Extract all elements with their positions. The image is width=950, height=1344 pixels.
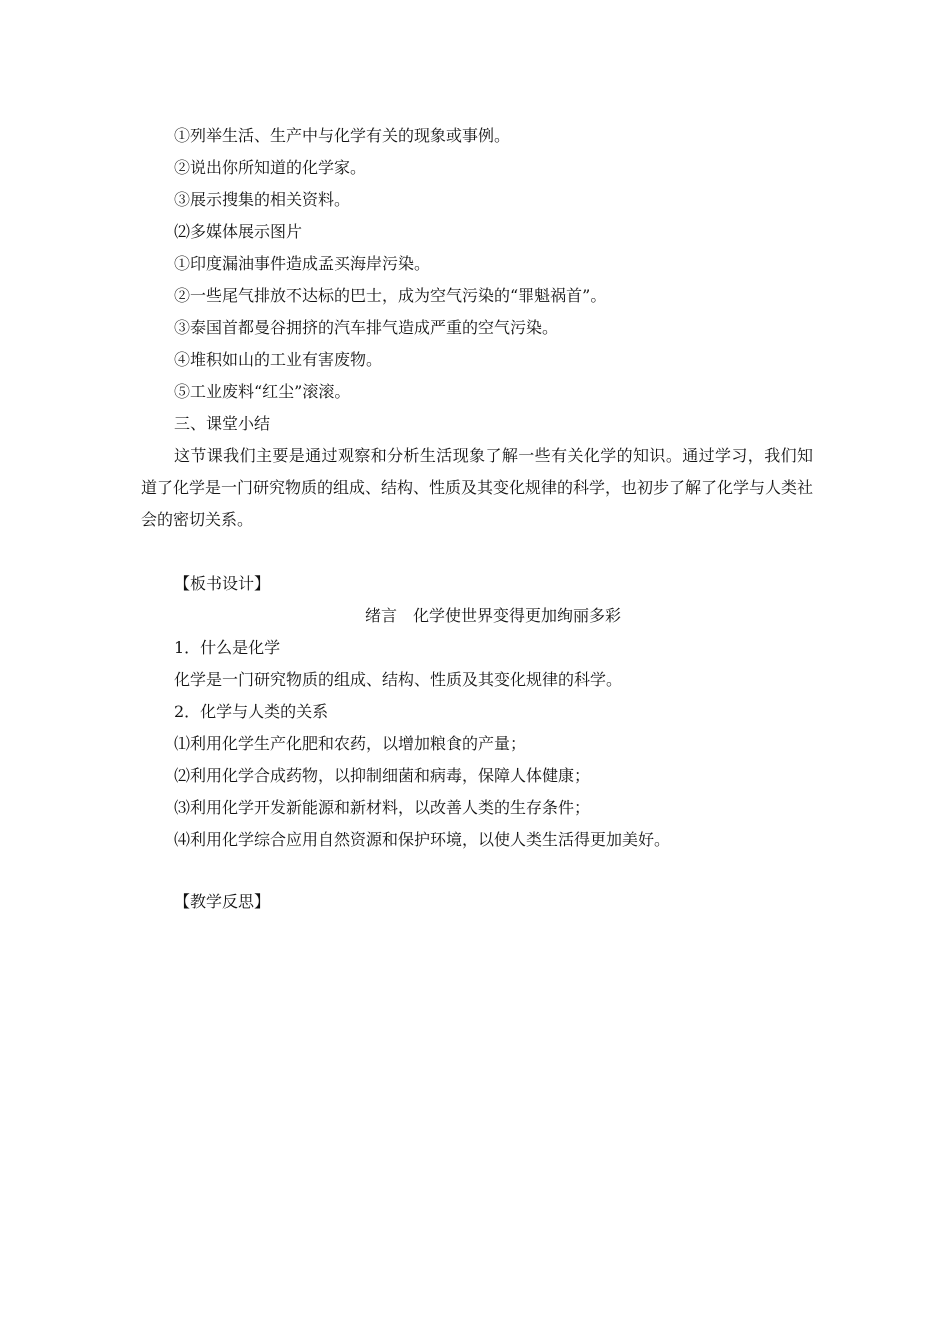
media-item: ①印度漏油事件造成孟买海岸污染。 (174, 254, 431, 273)
summary-heading: 三、课堂小结 (174, 414, 271, 433)
media-item: ②一些尾气排放不达标的巴士，成为空气污染的“罪魁祸首”。 (174, 286, 607, 305)
board-list-item: ⑵利用化学合成药物，以抑制细菌和病毒，保障人体健康； (174, 766, 591, 785)
board-point-heading: 2．化学与人类的关系 (174, 702, 329, 721)
media-heading: ⑵多媒体展示图片 (174, 222, 303, 241)
board-list-item: ⑶利用化学开发新能源和新材料，以改善人类的生存条件； (174, 798, 591, 817)
board-list-item: ⑷利用化学综合应用自然资源和保护环境，以使人类生活得更加美好。 (174, 830, 671, 849)
board-point-heading: 1．什么是化学 (174, 638, 281, 657)
media-item: ④堆积如山的工业有害废物。 (174, 350, 383, 369)
summary-paragraph: 这节课我们主要是通过观察和分析生活现象了解一些有关化学的知识。通过学习，我们知道了化学是一门研究物质的组成、结构、性质及其变化规律的科学，也初步了解了化学与人类社会的密切关系。 (141, 446, 814, 529)
board-heading: 【板书设计】 (174, 574, 271, 593)
board-point-text: 化学是一门研究物质的组成、结构、性质及其变化规律的科学。 (174, 670, 623, 689)
board-title: 绪言 化学使世界变得更加绚丽多彩 (364, 606, 621, 625)
activity-item: ②说出你所知道的化学家。 (174, 158, 367, 177)
activity-item: ①列举生活、生产中与化学有关的现象或事例。 (174, 126, 511, 145)
reflection-heading: 【教学反思】 (174, 892, 271, 911)
media-item: ③泰国首都曼谷拥挤的汽车排气造成严重的空气污染。 (174, 318, 559, 337)
activity-item: ③展示搜集的相关资料。 (174, 190, 351, 209)
media-item: ⑤工业废料“红尘”滚滚。 (174, 382, 351, 401)
board-list-item: ⑴利用化学生产化肥和农药，以增加粮食的产量； (174, 734, 527, 753)
